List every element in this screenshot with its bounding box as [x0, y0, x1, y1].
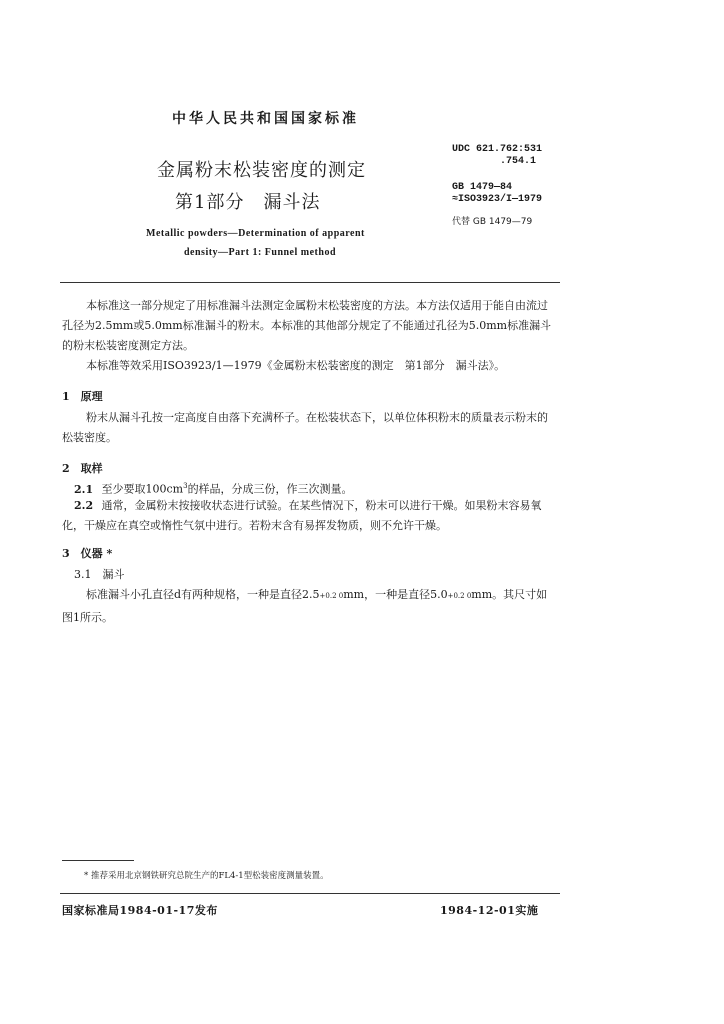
clause-2-1-text-b: 的样品，分成三份，作三次测量。 [187, 482, 353, 496]
clause-3-1-text-b: mm，一种是直径5.0 [343, 588, 448, 601]
document-subtitle: 第1部分 漏斗法 [175, 192, 321, 213]
clause-3-1-text-c: mm。其尺寸如图1所示。 [62, 588, 548, 624]
standard-header: 中华人民共和国国家标准 [172, 111, 359, 127]
section-3-title: 3 仪器 * [62, 547, 113, 560]
classification-codes [452, 144, 542, 228]
clause-3-1-text-a: 标准漏斗小孔直径d有两种规格，一种是直径2.5 [86, 588, 320, 601]
footer-divider [60, 893, 560, 894]
clause-2-2-number: 2.2 [74, 499, 94, 512]
issue-date: 国家标准局1984-01-17发布 [62, 904, 218, 917]
section-1-title: 1 原理 [62, 390, 103, 403]
gb-code: GB 1479—84 [452, 182, 513, 193]
clause-2-2-text: 通常，金属粉末按接收状态进行试验。在某些情况下，粉末可以进行干燥。如果粉末容易氧化，干燥应在真空或惰性气氛中进行。若粉末含有易挥发物质，则不允许干燥。 [62, 499, 542, 532]
english-title-line2: density—Part 1: Funnel method [184, 247, 336, 258]
clause-3-1-title: 3.1 漏斗 [74, 568, 125, 581]
effective-date: 1984-12-01实施 [440, 904, 539, 917]
clause-3-1-text [62, 584, 558, 629]
tolerance-b: +0.2 0 [447, 592, 472, 600]
iso-code: ≈ISO3923/I—1979 [452, 194, 543, 205]
intro-paragraph-1: 本标准这一部分规定了用标准漏斗法测定金属粉末松装密度的方法。本方法仅适用于能自由流过孔径为2.5mm或5.0mm标准漏斗的粉末。本标准的其他部分规定了不能通过孔径为5.0mm标准漏斗的粉末松装密度测定方法。 [62, 299, 552, 352]
intro-paragraph-2: 本标准等效采用ISO3923/1—1979《金属粉末松装密度的测定 第1部分 漏斗法》。 [86, 359, 506, 372]
tolerance-a: +0.2 0 [319, 592, 344, 600]
replaces-code: 代替 GB 1479—79 [452, 217, 533, 227]
udc-code: UDC 621.762:531 [452, 144, 543, 155]
document-title: 金属粉末松装密度的测定 [157, 160, 366, 181]
english-title-line1: Metallic powders—Determination of apparent [146, 228, 365, 239]
header-divider [60, 282, 560, 283]
clause-2-1-number: 2.1 [74, 482, 94, 496]
section-1-text: 粉末从漏斗孔按一定高度自由落下充满杯子。在松装状态下，以单位体积粉末的质量表示粉末的松装密度。 [62, 411, 548, 444]
footnote: * 推荐采用北京钢铁研究总院生产的FL4-1型松装密度测量装置。 [84, 871, 329, 881]
section-2-title: 2 取样 [62, 462, 103, 475]
section-2-2 [62, 496, 558, 536]
udc-code-cont: .754.1 [500, 156, 537, 167]
english-title [146, 224, 365, 262]
clause-2-1-text-a: 至少要取100cm [101, 482, 184, 496]
clause-2-1-sup: 3 [183, 482, 188, 490]
footnote-rule [62, 860, 134, 861]
